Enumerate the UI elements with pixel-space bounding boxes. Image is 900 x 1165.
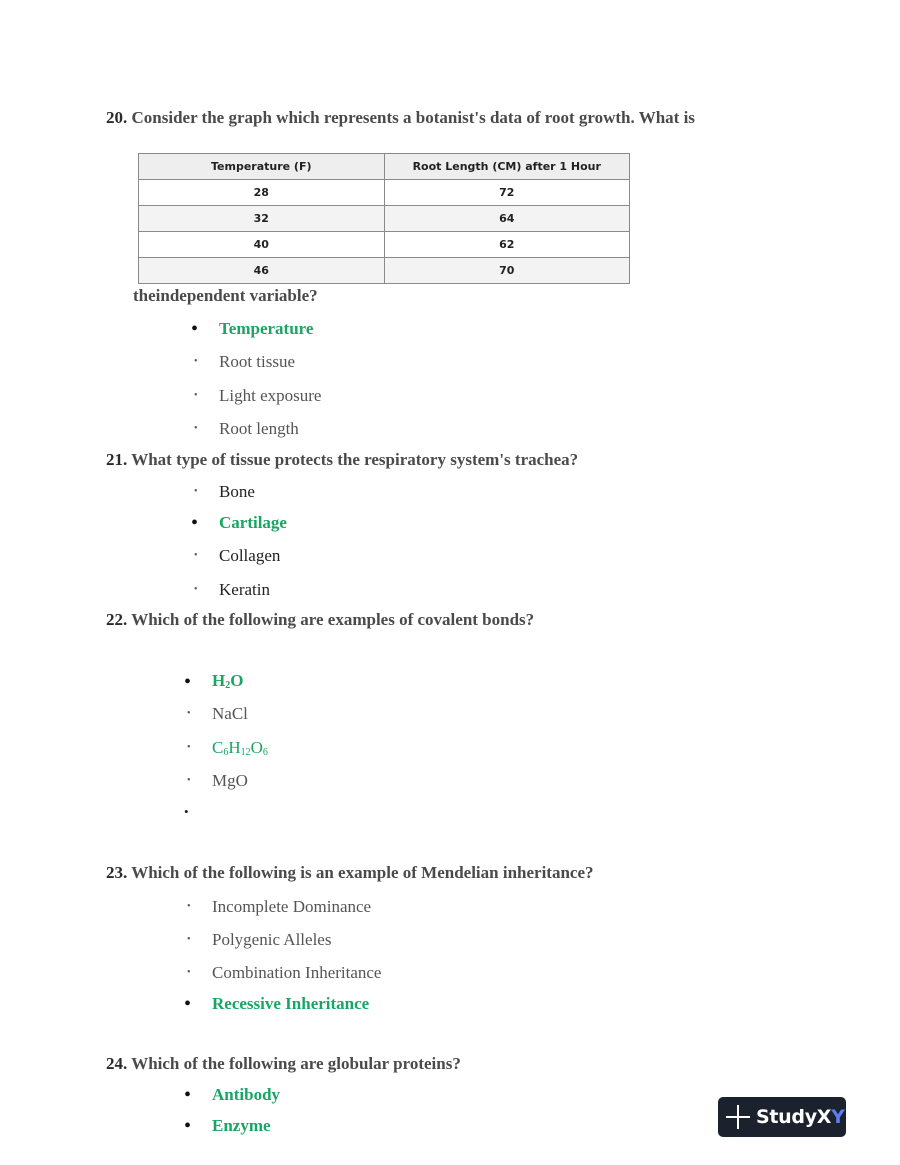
logo-text bbox=[756, 1106, 845, 1128]
bullet-icon: • bbox=[187, 934, 191, 945]
bullet-icon: • bbox=[194, 486, 198, 497]
bullet-icon: • bbox=[194, 390, 198, 401]
question-text: Which of the following is an example of Mendelian inheritance? bbox=[131, 863, 594, 882]
question-text: Which of the following are examples of covalent bonds? bbox=[131, 610, 535, 629]
bullet-icon: • bbox=[187, 742, 191, 753]
logo-text-main: StudyX bbox=[756, 1106, 832, 1128]
question-20 bbox=[106, 108, 695, 128]
bullet-icon: • bbox=[184, 993, 192, 1015]
bullet-icon: • bbox=[187, 901, 191, 912]
answer-option-correct: Enzyme bbox=[212, 1116, 271, 1135]
plus-icon bbox=[726, 1105, 750, 1129]
formula-part: O bbox=[250, 738, 263, 757]
answer-option-correct: Temperature bbox=[219, 319, 314, 338]
answer-option: MgO bbox=[212, 771, 248, 790]
answer-option-correct: Cartilage bbox=[219, 513, 287, 532]
bullet-icon: • bbox=[194, 584, 198, 595]
question-number: 21. bbox=[106, 450, 128, 469]
answer-option: Root tissue bbox=[219, 352, 296, 371]
bullet-icon: • bbox=[187, 775, 191, 786]
answer-option-correct bbox=[212, 738, 268, 758]
bullet-icon: • bbox=[191, 512, 199, 534]
question-text: What type of tissue protects the respiratory system's trachea? bbox=[131, 450, 579, 469]
formula-part: H bbox=[228, 738, 241, 757]
table-cell: 62 bbox=[384, 232, 630, 258]
question-23 bbox=[106, 863, 594, 883]
question-21 bbox=[106, 450, 578, 470]
table-header-cell: Root Length (CM) after 1 Hour bbox=[384, 154, 630, 180]
question-number: 20. bbox=[106, 108, 128, 127]
question-number: 24. bbox=[106, 1054, 128, 1073]
bullet-icon: • bbox=[187, 708, 191, 719]
logo-text-accent: Y bbox=[831, 1106, 845, 1128]
answer-option: Incomplete Dominance bbox=[212, 897, 372, 916]
table-cell: 46 bbox=[139, 258, 385, 284]
table-row bbox=[139, 232, 630, 258]
bullet-icon: • bbox=[187, 967, 191, 978]
question-number: 23. bbox=[106, 863, 128, 882]
answer-option: Keratin bbox=[219, 580, 270, 599]
table-row bbox=[139, 206, 630, 232]
formula-part: C bbox=[212, 738, 224, 757]
bullet-icon: • bbox=[194, 356, 198, 367]
answer-option-correct bbox=[212, 671, 243, 691]
formula-subscript: 6 bbox=[262, 747, 268, 758]
table-cell: 72 bbox=[384, 180, 630, 206]
table-cell: 64 bbox=[384, 206, 630, 232]
formula-part: O bbox=[230, 671, 244, 690]
formula-part: H bbox=[212, 671, 226, 690]
answer-option: Light exposure bbox=[219, 386, 322, 405]
formula-subscript: 12 bbox=[240, 747, 251, 758]
question-22 bbox=[106, 610, 534, 630]
bullet-icon: • bbox=[184, 804, 189, 819]
bullet-icon: • bbox=[194, 423, 198, 434]
answer-option: Combination Inheritance bbox=[212, 963, 382, 982]
answer-option: NaCl bbox=[212, 704, 248, 723]
bullet-icon: • bbox=[191, 318, 199, 340]
root-growth-table bbox=[138, 153, 630, 284]
question-number: 22. bbox=[106, 610, 128, 629]
question-24 bbox=[106, 1054, 461, 1074]
table-cell: 32 bbox=[139, 206, 385, 232]
bullet-icon: • bbox=[184, 671, 192, 693]
bullet-icon: • bbox=[184, 1115, 192, 1137]
answer-option: Bone bbox=[219, 482, 255, 501]
question-text: Which of the following are globular proteins? bbox=[131, 1054, 461, 1073]
answer-option-correct: Recessive Inheritance bbox=[212, 994, 370, 1013]
formula-subscript: 6 bbox=[223, 747, 229, 758]
table-cell: 70 bbox=[384, 258, 630, 284]
formula-subscript: 2 bbox=[225, 680, 231, 691]
table-cell: 28 bbox=[139, 180, 385, 206]
table-cell: 40 bbox=[139, 232, 385, 258]
answer-option: Collagen bbox=[219, 546, 281, 565]
table-row bbox=[139, 180, 630, 206]
bullet-icon: • bbox=[194, 550, 198, 561]
question-text: Consider the graph which represents a botanist's data of root growth. What is bbox=[131, 108, 695, 127]
table-header-cell: Temperature (F) bbox=[139, 154, 385, 180]
answer-option-correct: Antibody bbox=[212, 1085, 281, 1104]
studyxy-logo[interactable] bbox=[718, 1097, 846, 1137]
answer-option: Root length bbox=[219, 419, 299, 438]
bullet-icon: • bbox=[184, 1084, 192, 1106]
table-row bbox=[139, 258, 630, 284]
table-header-row bbox=[139, 154, 630, 180]
answer-option: Polygenic Alleles bbox=[212, 930, 332, 949]
question-text-continued: theindependent variable? bbox=[133, 286, 318, 305]
